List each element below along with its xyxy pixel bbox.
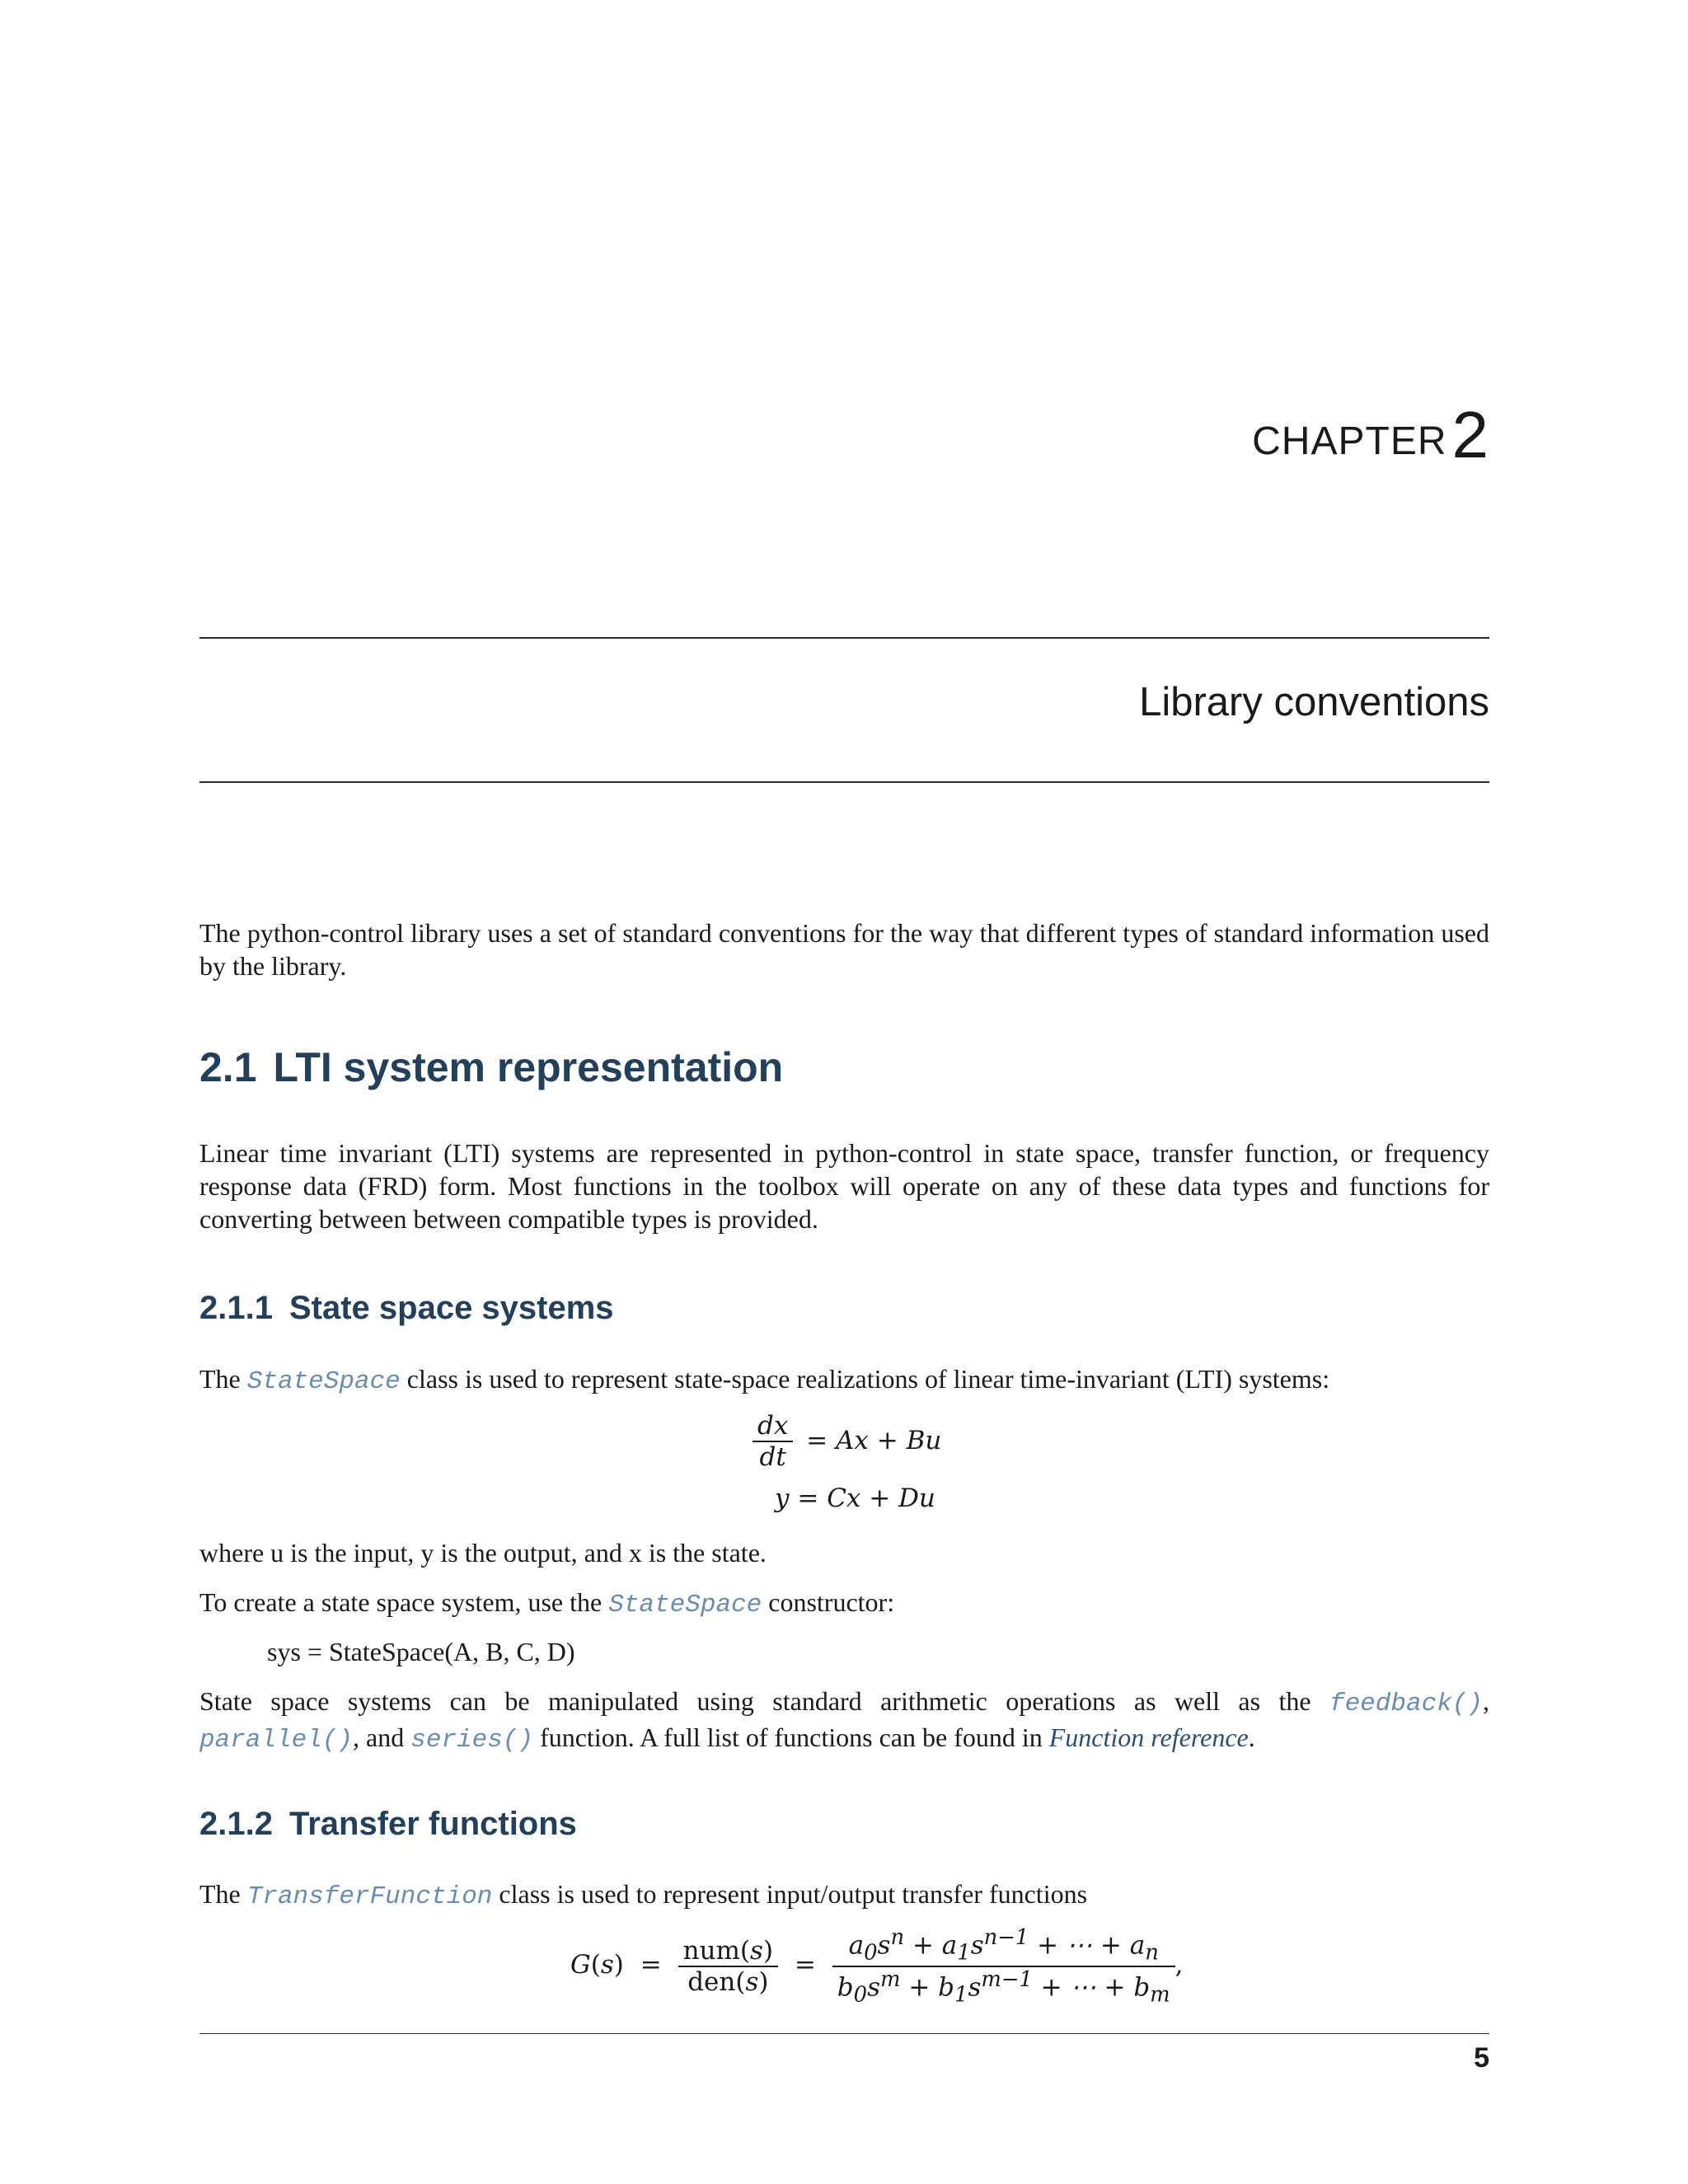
statespace-intro-paragraph <box>199 1362 1489 1399</box>
polynomial-fraction <box>832 1925 1175 2007</box>
equals-sign: = <box>640 1950 662 1980</box>
chapter-rule-top <box>199 637 1489 639</box>
section-title: LTI system representation <box>273 1044 784 1090</box>
derivative-fraction <box>753 1411 793 1472</box>
fraction-numerator: num(s) <box>678 1936 778 1967</box>
text-run: . <box>1248 1722 1255 1752</box>
equation-paren: ( <box>590 1950 601 1980</box>
text-run: The <box>199 1879 247 1909</box>
create-paragraph <box>199 1586 1489 1622</box>
section-number: 2.1.1 <box>199 1290 273 1326</box>
section-title: Transfer functions <box>288 1806 577 1842</box>
fraction-denominator: $b_0s^m + b_1s^{m-1}$ + ⋯ + $b_m$ <box>837 1966 1170 2008</box>
section-number: 2.1.2 <box>199 1806 273 1842</box>
text-run: function. A full list of functions can be found in <box>533 1722 1049 1752</box>
transfer-function-paragraph <box>199 1877 1489 1914</box>
function-reference-link[interactable]: Function reference <box>1048 1722 1249 1752</box>
feedback-link[interactable]: feedback() <box>1329 1690 1483 1718</box>
section-heading-2-1 <box>199 1043 783 1092</box>
section-number: 2.1 <box>199 1044 257 1090</box>
code-example: sys = StateSpace(A, B, C, D) <box>267 1637 575 1666</box>
chapter-number: 2 <box>1451 398 1489 471</box>
transfer-function-equation <box>570 1925 1184 2007</box>
fraction-numerator: $a_0s^n + a_1s^{n-1}$ + ⋯ + $a_n$ <box>832 1925 1175 1967</box>
statespace-link[interactable]: StateSpace <box>608 1591 762 1619</box>
text-run: constructor: <box>762 1587 895 1617</box>
state-equation <box>753 1411 941 1472</box>
chapter-word: CHAPTER <box>1252 419 1447 463</box>
series-link[interactable]: series() <box>410 1726 534 1755</box>
chapter-title: Library conventions <box>1139 680 1489 724</box>
text-run: class is used to represent input/output transfer functions <box>492 1879 1088 1909</box>
transferfunction-link[interactable]: TransferFunction <box>246 1882 493 1911</box>
num-den-fraction <box>678 1936 778 1997</box>
chapter-label <box>1252 398 1489 471</box>
fraction-denominator: den(s) <box>687 1966 769 1997</box>
equation-lhs: G <box>570 1950 591 1980</box>
output-equation: y = Cx + Du <box>775 1483 935 1513</box>
page-number: 5 <box>1474 2042 1489 2074</box>
chapter-rule-bottom <box>199 781 1489 783</box>
equals-sign: = <box>794 1950 816 1980</box>
text-run: , and <box>353 1722 411 1752</box>
parallel-link[interactable]: parallel() <box>199 1726 354 1755</box>
text-run: State space systems can be manipulated using standard arithmetic operations as well as the <box>199 1686 1329 1716</box>
variables-paragraph: where u is the input, y is the output, and x is the state. <box>199 1538 767 1568</box>
equation-comma: , <box>1175 1950 1184 1980</box>
section-heading-2-1-1 <box>199 1288 614 1328</box>
text-run: , <box>1483 1686 1489 1716</box>
footer-rule <box>199 2033 1489 2034</box>
equation-rhs: = Ax + Bu <box>806 1425 942 1455</box>
equation-var: s <box>600 1950 614 1980</box>
fraction-denominator: dt <box>759 1442 786 1472</box>
text-run: The <box>199 1364 247 1394</box>
section-heading-2-1-2 <box>199 1804 577 1844</box>
text-run: class is used to represent state-space realizations of linear time-invariant (LTI) systems: <box>400 1364 1330 1394</box>
equation-paren: ) <box>613 1950 624 1980</box>
fraction-numerator: dx <box>753 1411 793 1442</box>
section-title: State space systems <box>288 1290 614 1326</box>
lti-paragraph: Linear time invariant (LTI) systems are represented in python-control in state space, transfer function, or frequency response data (FRD) form. Most functions in the toolbox will operate on any of these data types and functions for converting between between compatible types is provided. <box>199 1138 1489 1234</box>
operations-paragraph <box>199 1685 1489 1757</box>
text-run: To create a state space system, use the <box>199 1587 609 1617</box>
statespace-link[interactable]: StateSpace <box>246 1367 401 1396</box>
intro-paragraph: The python-control library uses a set of standard conventions for the way that different types of standard information used by the library. <box>199 918 1489 981</box>
